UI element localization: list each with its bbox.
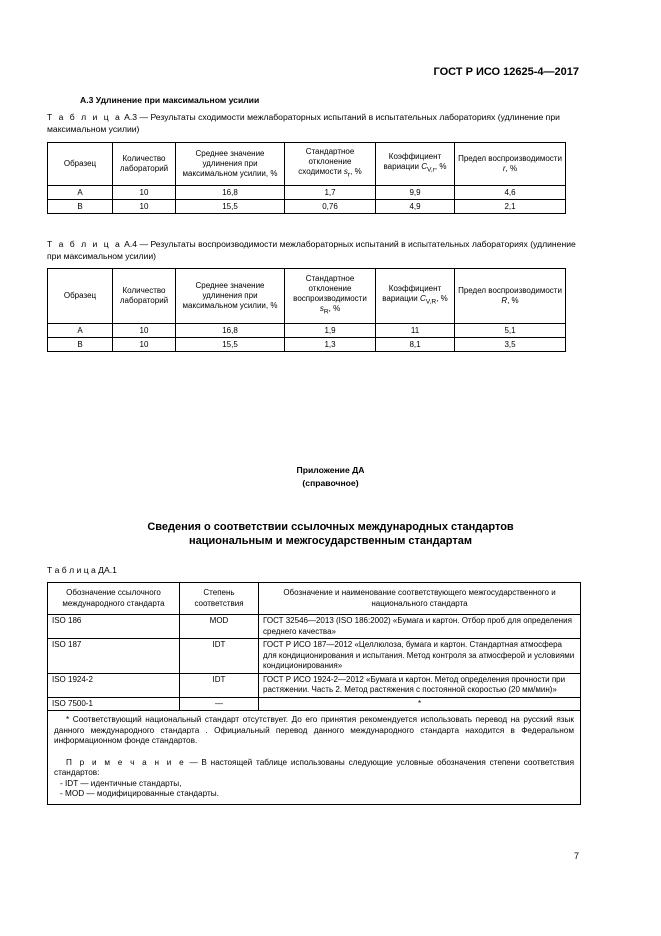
cell: 10: [113, 186, 176, 200]
col-header: Обозначение ссылочного международного стандарта: [48, 583, 180, 615]
cell: ГОСТ Р ИСО 1924-2—2012 «Бумага и картон. Метод определения прочности при растяжении. Часть 2. Метод растяжения с постоянной скоростью (20 мм/мин)»: [259, 673, 581, 697]
col-header: Образец: [48, 143, 113, 186]
cell: 1,3: [285, 338, 376, 352]
cell: А: [48, 186, 113, 200]
cell: 16,8: [176, 186, 285, 200]
appendix-title: Приложение ДА: [296, 465, 365, 475]
cell: 1,9: [285, 324, 376, 338]
col-header: Количество лабораторий: [113, 143, 176, 186]
table-row: [48, 186, 566, 200]
cell: ГОСТ 32546—2013 (ISO 186:2002) «Бумага и картон. Отбор проб для определения среднего качества»: [259, 615, 581, 639]
col-header: Предел воспроизводимости r, %: [455, 143, 566, 186]
cell: IDT: [180, 673, 259, 697]
appendix-heading-line2: национальным и межгосударственным стандартам: [189, 535, 472, 547]
note-prefix: П р и м е ч а н и е: [66, 757, 186, 767]
cell: 1,7: [285, 186, 376, 200]
col-header: Стандартное отклонение сходимости $s_r$, %: [285, 143, 376, 186]
cell: 10: [113, 338, 176, 352]
cell: —: [180, 697, 259, 711]
cell: 16,8: [176, 324, 285, 338]
appendix-subtitle: (справочное): [302, 478, 359, 488]
cell: 9,9: [376, 186, 455, 200]
footnote: * Соответствующий национальный стандарт отсутствует. До его принятия рекомендуется использовать перевод на русский язык данного международного стандарта . Официальный перевод данного международного стандарта находится в Федеральном информационном фонде стандартов.: [54, 715, 574, 745]
table-notes: [48, 711, 581, 805]
section-title: А.3 Удлинение при максимальном усилии: [80, 95, 260, 105]
cell: ГОСТ Р ИСО 187—2012 «Целлюлоза, бумага и картон. Стандартная атмосфера для кондиционирования и испытания. Метод контроля за атмосферой и условиями кондиционирования»: [259, 639, 581, 674]
table-row: [48, 639, 581, 674]
cell: 3,5: [455, 338, 566, 352]
cell: *: [259, 697, 581, 711]
col-header: Образец: [48, 269, 113, 324]
cell: ISO 187: [48, 639, 180, 674]
cell: ISO 1924-2: [48, 673, 180, 697]
col-header: Степень соответствия: [180, 583, 259, 615]
cell: В: [48, 200, 113, 214]
cell: ISO 7500-1: [48, 697, 180, 711]
cell: 8,1: [376, 338, 455, 352]
note-item: - MOD — модифицированные стандарты.: [60, 789, 219, 798]
table-da1-caption: Т а б л и ц а ДА.1: [47, 565, 117, 575]
cell: 4,9: [376, 200, 455, 214]
col-header: Стандартное отклонение воспроизводимости $s_R$, %: [285, 269, 376, 324]
table-row: [48, 200, 566, 214]
cell: ISO 186: [48, 615, 180, 639]
appendix-heading-line1: Сведения о соответствии ссылочных международных стандартов: [147, 521, 514, 533]
table-a3: [47, 142, 566, 214]
table-a4: [47, 268, 566, 352]
table-header-row: [48, 143, 566, 186]
cell: IDT: [180, 639, 259, 674]
table-header-row: [48, 269, 566, 324]
cell: В: [48, 338, 113, 352]
col-header: Коэффициент вариации $C_{V,r}$, %: [376, 143, 455, 186]
page-number: 7: [573, 851, 579, 861]
table-a3-caption: [47, 111, 581, 135]
table-row: [48, 324, 566, 338]
table-row: [48, 673, 581, 697]
col-header: Предел воспроизводимости R, %: [455, 269, 566, 324]
col-header: Коэффициент вариации $C_{V,R}$, %: [376, 269, 455, 324]
col-header: Количество лабораторий: [113, 269, 176, 324]
col-header: Среднее значение удлинения при максимальном усилии, %: [176, 143, 285, 186]
col-header: Среднее значение удлинения при максимальном усилии, %: [176, 269, 285, 324]
cell: 15,5: [176, 200, 285, 214]
cell: А: [48, 324, 113, 338]
cell: 5,1: [455, 324, 566, 338]
caption-text: А.3 — Результаты сходимости межлабораторных испытаний в испытательных лабораториях (удлинение при максимальном усилии): [47, 112, 560, 134]
cell: 15,5: [176, 338, 285, 352]
cell: 10: [113, 200, 176, 214]
cell: 2,1: [455, 200, 566, 214]
note-text: — В настоящей таблице использованы следующие условные обозначения степени соответствия стандартов:: [54, 757, 574, 777]
caption-text: А.4 — Результаты воспроизводимости межлабораторных испытаний в испытательных лабораториях (удлинение при максимальном усилии): [47, 239, 576, 261]
caption-prefix: Т а б л и ц а: [47, 239, 122, 249]
note: [54, 758, 574, 779]
table-a4-caption: [47, 238, 581, 262]
table-da1: [47, 582, 581, 805]
col-header: Обозначение и наименование соответствующего межгосударственного и национального стандарта: [259, 583, 581, 615]
table-notes-row: [48, 711, 581, 805]
cell: 10: [113, 324, 176, 338]
table-row: [48, 338, 566, 352]
cell: 11: [376, 324, 455, 338]
table-header-row: [48, 583, 581, 615]
table-row: [48, 615, 581, 639]
caption-prefix: Т а б л и ц а: [47, 112, 122, 122]
note-item: - IDT — идентичные стандарты,: [60, 778, 182, 788]
table-row: [48, 697, 581, 711]
cell: MOD: [180, 615, 259, 639]
cell: 4,6: [455, 186, 566, 200]
document-code: ГОСТ Р ИСО 12625-4—2017: [433, 66, 579, 78]
cell: 0,76: [285, 200, 376, 214]
